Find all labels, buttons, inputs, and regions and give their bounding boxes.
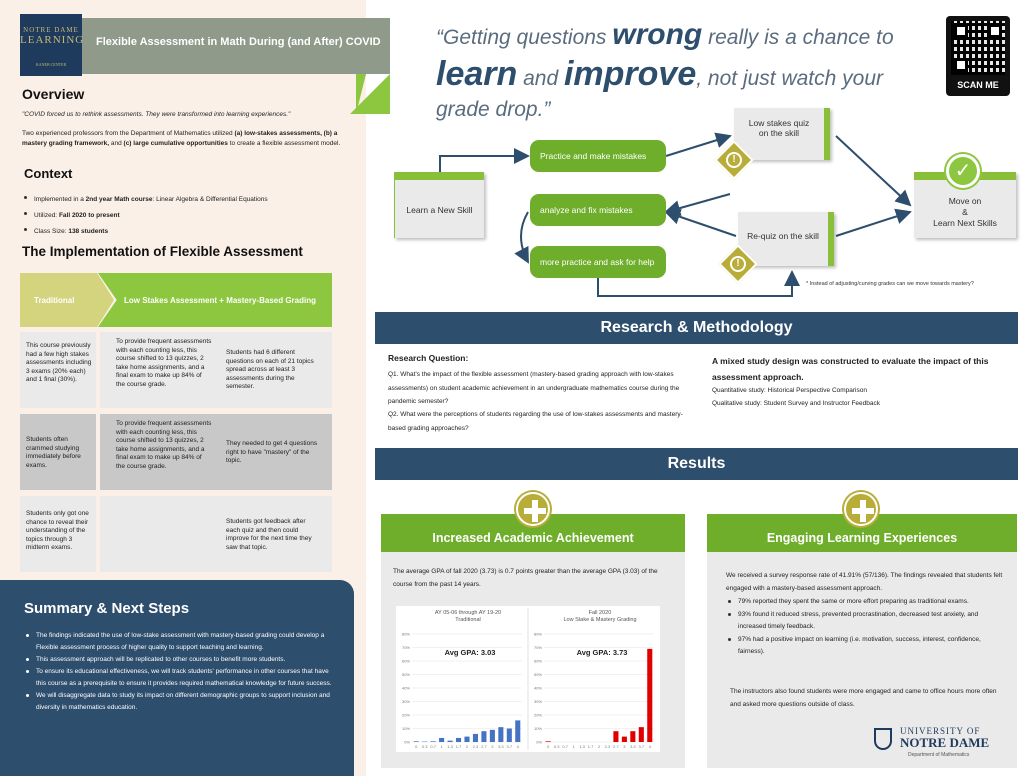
bar xyxy=(439,738,444,742)
context-item: Implemented in a 2nd year Math course: Linear Algebra & Differential Equations xyxy=(22,192,352,208)
research-bar: Research & Methodology xyxy=(375,312,1018,344)
qr-corner xyxy=(988,24,1002,38)
plus-icon xyxy=(516,492,550,526)
overview-quote: "COVID forced us to rethink assessments. They were transformed into learning experiences." xyxy=(22,111,291,118)
x-tick-label: 3 xyxy=(623,744,626,749)
summary-heading: Summary & Next Steps xyxy=(24,600,190,617)
shield-icon xyxy=(874,728,892,750)
qual-text: Qualitative study: Student Survey and Instructor Feedback xyxy=(712,400,881,407)
x-tick-label: 0.3 xyxy=(421,744,428,749)
bar xyxy=(481,731,486,742)
bar xyxy=(473,734,478,742)
x-tick-label: 1 xyxy=(440,744,443,749)
quiz-box: Low stakes quiz on the skill xyxy=(734,108,830,160)
bar xyxy=(456,738,461,742)
x-tick-label: 0 xyxy=(547,744,550,749)
qr-corner xyxy=(954,58,968,72)
chart-annotation: Avg GPA: 3.03 xyxy=(444,648,496,657)
x-tick-label: 3 xyxy=(491,744,494,749)
summary-list xyxy=(24,630,334,714)
bar xyxy=(498,727,503,742)
bar xyxy=(464,737,469,742)
summary-item: To ensure its educational effectiveness, we will track students' performance in other courses that have this course as a prerequisite to ensure it provides required mathematical knowledge for future success. xyxy=(24,666,334,690)
y-tick-label: 0% xyxy=(536,739,542,745)
overview-heading: Overview xyxy=(22,86,85,102)
y-tick-label: 20% xyxy=(401,712,410,718)
table-cell: To provide frequent assessments with each counting less, this course shifted to 13 quizzes, 2 take home assignments, and a final exam to make up 84% of the course grade. xyxy=(116,338,212,388)
x-tick-label: 4 xyxy=(648,744,651,749)
arrow xyxy=(440,156,528,172)
poster-title: Flexible Assessment in Math During (and After) COVID xyxy=(96,36,381,48)
design-text: A mixed study design was constructed to evaluate the impact of this assessment approach. xyxy=(712,356,989,382)
table-cell: To provide frequent assessments with each counting less, this course shifted to 13 quizzes, 2 take home assignments, and a final exam to make up 84% of the course grade. xyxy=(116,420,212,470)
right-result-intro: We received a survey response rate of 41.91% (57/136). The findings revealed that students felt engaged with a mastery-based assessment approach. xyxy=(726,572,1003,592)
x-tick-label: 0 xyxy=(415,744,418,749)
check-icon: ✓ xyxy=(946,154,980,188)
bar xyxy=(546,741,551,742)
table-cell: They needed to get 4 questions right to have "mastery" of the topic. xyxy=(226,440,318,465)
context-list xyxy=(22,192,352,240)
y-tick-label: 80% xyxy=(401,631,410,637)
requiz-box: Re-quiz on the skill xyxy=(738,212,834,266)
x-tick-label: 2.7 xyxy=(613,744,619,749)
y-tick-label: 10% xyxy=(401,726,410,731)
move-on-box: Move on & Learn Next Skills xyxy=(914,172,1016,238)
bar xyxy=(507,729,512,743)
x-tick-label: 2 xyxy=(465,744,469,749)
x-tick-label: 2.3 xyxy=(604,744,611,749)
result-item: 93% found it reduced stress, prevented procrastination, decreased test anxiety, and increased timely feedback. xyxy=(726,609,998,634)
table-cell: Students often crammed studying immediately before exams. xyxy=(26,436,81,469)
summary-item: This assessment approach will be replicated to other courses to benefit more students. xyxy=(24,654,334,666)
x-tick-label: 3.7 xyxy=(638,744,645,749)
arrow xyxy=(521,212,528,262)
summary-item: The findings indicated the use of low-stake assessment with mastery-based grading could develop a Flexible assessment process of higher quality to support teaching and learning. xyxy=(24,630,334,654)
bar xyxy=(490,730,495,742)
table-cell: This course previously had a few high stakes assessments including 3 exams (20% each) and 1 final (30%). xyxy=(26,342,92,384)
warning-icon-mark: ! xyxy=(726,152,742,168)
x-tick-label: 0.7 xyxy=(430,744,436,749)
y-tick-label: 30% xyxy=(533,699,542,704)
chart-subtitle: Traditional xyxy=(455,617,481,623)
overview-text: Two experienced professors from the Department of Mathematics utilized (a) low-stakes assessments, (b) a mastery grading framework, and (c) large cumulative opportunities to create a flexible assessment model. xyxy=(22,130,341,147)
qr-code[interactable] xyxy=(946,16,1010,96)
gpa-charts xyxy=(396,606,660,752)
table-cell: Students had 6 different questions on each of 21 topics spread across at least 3 assessments during the semester. xyxy=(226,349,314,391)
flow-note: * Instead of adjusting/curving grades can we move towards mastery? xyxy=(806,281,974,287)
plus-icon xyxy=(844,492,878,526)
table-cell: Students only got one chance to reveal their understanding of the topics through 3 midterm exams. xyxy=(26,510,89,552)
bar xyxy=(622,737,627,742)
y-tick-label: 80% xyxy=(533,631,542,637)
y-tick-label: 50% xyxy=(401,672,410,677)
mastery-label: Low Stakes Assessment + Mastery-Based Grading xyxy=(124,296,316,305)
x-tick-label: 2.3 xyxy=(472,744,479,749)
arrow xyxy=(666,194,730,212)
arrow xyxy=(836,212,910,236)
implementation-heading: The Implementation of Flexible Assessment xyxy=(22,244,303,259)
chart-annotation: Avg GPA: 3.73 xyxy=(576,648,628,657)
chart-container xyxy=(396,606,660,752)
research-q1: Q1. What's the impact of the flexible assessment (mastery-based grading approach with low-stakes assessments) on student academic achievement in an undergraduate mathematics course during the pandemic semester? xyxy=(388,371,680,405)
chart-title: AY 05-06 through AY 19-20 xyxy=(434,610,502,616)
x-tick-label: 1 xyxy=(572,744,575,749)
research-q2: Q2. What were the perceptions of students regarding the use of low-stakes assessments and mastery-based grading approaches? xyxy=(388,411,683,432)
bar xyxy=(515,720,520,742)
chart-title: Fall 2020 xyxy=(588,610,612,616)
y-tick-label: 30% xyxy=(401,699,410,704)
x-tick-label: 2.7 xyxy=(481,744,487,749)
x-tick-label: 1.7 xyxy=(455,744,462,749)
practice-box: Practice and make mistakes xyxy=(530,140,666,172)
warning-icon-mark: ! xyxy=(730,256,746,272)
summary-item: We will disaggregate data to study its impact on different demographic groups to support inclusion and diversity in mathematics education. xyxy=(24,690,334,714)
quote: “Getting questions wrong really is a chance to learn and improve, not just watch your grade drop.” xyxy=(436,18,894,121)
right-result-closing: The instructors also found students were more engaged and came to office hours more often and asked more questions outside of class. xyxy=(730,688,997,708)
right-result-header: Engaging Learning Experiences xyxy=(707,514,1017,552)
x-tick-label: 1.3 xyxy=(579,744,585,749)
bar xyxy=(448,741,453,742)
left-result-text: The average GPA of fall 2020 (3.73) is 0.7 points greater than the average GPA (3.03) of the course from the past 14 years. xyxy=(393,568,658,588)
research-question-title: Research Question: xyxy=(388,353,469,363)
x-tick-label: 3.7 xyxy=(506,744,513,749)
result-item: 79% reported they spent the same or more effort preparing as traditional exams. xyxy=(726,596,998,609)
bar xyxy=(431,741,436,742)
bar xyxy=(630,731,635,742)
table-cell: Students got feedback after each quiz and then could improve for the next time they saw that topic. xyxy=(226,518,312,551)
arrow xyxy=(666,212,736,236)
results-bar: Results xyxy=(375,448,1018,480)
bar xyxy=(647,649,652,742)
context-heading: Context xyxy=(24,166,73,181)
bar xyxy=(414,741,419,742)
y-tick-label: 60% xyxy=(401,658,410,664)
scan-me-label: SCAN ME xyxy=(957,80,999,90)
x-tick-label: 0.7 xyxy=(562,744,568,749)
y-tick-label: 50% xyxy=(533,672,542,677)
y-tick-label: 40% xyxy=(533,685,542,691)
more-practice-box: more practice and ask for help xyxy=(530,246,666,278)
university-logo: UNIVERSITY OF NOTRE DAME Department of Mathematics xyxy=(874,726,1004,762)
traditional-label: Traditional xyxy=(34,296,75,305)
corner-triangle-2 xyxy=(350,74,390,114)
x-tick-label: 0.3 xyxy=(553,744,560,749)
x-tick-label: 1.7 xyxy=(587,744,594,749)
x-tick-label: 2 xyxy=(597,744,601,749)
x-tick-label: 3.3 xyxy=(498,744,504,749)
logo: NOTRE DAME LEARNING KANEB CENTER xyxy=(20,14,82,76)
y-tick-label: 0% xyxy=(404,739,410,745)
context-item: Utilized: Fall 2020 to present xyxy=(22,208,352,224)
y-tick-label: 20% xyxy=(533,712,542,718)
y-tick-label: 70% xyxy=(533,645,542,650)
bar xyxy=(613,731,618,742)
y-tick-label: 40% xyxy=(401,685,410,691)
y-tick-label: 10% xyxy=(533,726,542,731)
context-item: Class Size: 138 students xyxy=(22,224,352,240)
chart-subtitle: Low Stake & Mastery Grading xyxy=(563,617,637,623)
x-tick-label: 3.3 xyxy=(630,744,636,749)
right-result-list xyxy=(726,596,998,659)
learn-skill-box: Learn a New Skill xyxy=(394,172,484,238)
quant-text: Quantitative study: Historical Perspective Comparison xyxy=(712,387,867,394)
x-tick-label: 4 xyxy=(516,744,519,749)
y-tick-label: 70% xyxy=(401,645,410,650)
x-tick-label: 1.3 xyxy=(447,744,453,749)
bar xyxy=(639,727,644,742)
result-item: 97% had a positive impact on learning (i.e. motivation, success, interest, confidence, fairness). xyxy=(726,634,998,659)
y-tick-label: 60% xyxy=(533,658,542,664)
arrow xyxy=(836,136,910,205)
left-result-header: Increased Academic Achievement xyxy=(381,514,685,552)
analyze-box: analyze and fix mistakes xyxy=(530,194,666,226)
qr-corner xyxy=(954,24,968,38)
